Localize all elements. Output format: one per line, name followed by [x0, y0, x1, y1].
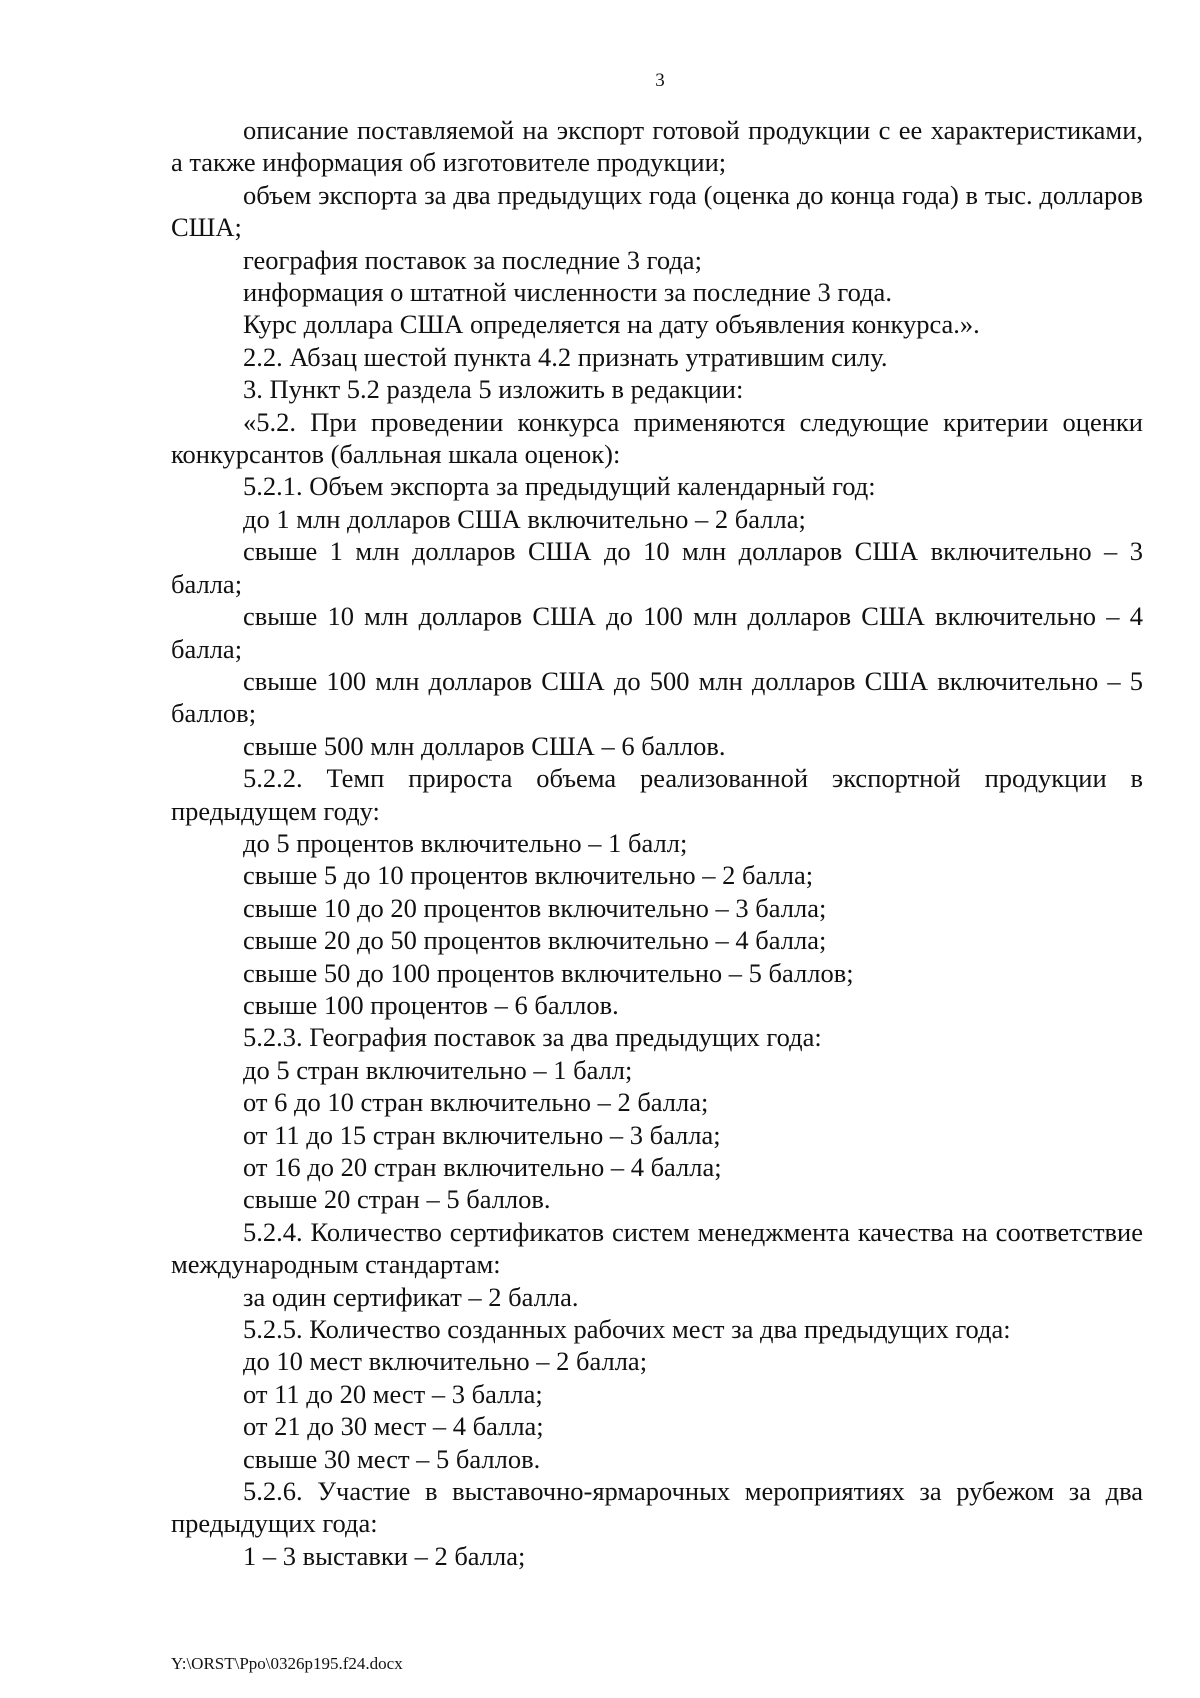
paragraph: до 1 млн долларов США включительно – 2 балла;	[243, 503, 806, 534]
paragraph: свыше 500 млн долларов США – 6 баллов.	[243, 730, 726, 761]
paragraph: свыше 30 мест – 5 баллов.	[243, 1443, 541, 1474]
paragraph: свыше 100 млн долларов США до 500 млн долларов США включительно – 5 баллов;	[171, 665, 1143, 729]
paragraph: 5.2.4. Количество сертификатов систем менеджмента качества на соответствие международным стандартам:	[171, 1216, 1143, 1280]
paragraph: свыше 10 млн долларов США до 100 млн долларов США включительно – 4 балла;	[171, 601, 1143, 664]
document-body	[171, 114, 1143, 1572]
paragraph: Курс доллара США определяется на дату объявления конкурса.».	[243, 309, 980, 340]
paragraph: 2.2. Абзац шестой пункта 4.2 признать утратившим силу.	[243, 341, 888, 372]
paragraph: за один сертификат – 2 балла.	[243, 1281, 579, 1312]
paragraph: от 21 до 30 мест – 4 балла;	[243, 1411, 544, 1442]
paragraph: свыше 100 процентов – 6 баллов.	[243, 989, 619, 1020]
paragraph: 1 – 3 выставки – 2 балла;	[243, 1540, 526, 1571]
footer-file-path: Y:\ORST\Ppo\0326p195.f24.docx	[171, 1654, 403, 1673]
paragraph: описание поставляемой на экспорт готовой продукции с ее характеристиками, а также информация об изготовителе продукции;	[171, 115, 1143, 178]
paragraph: 5.2.1. Объем экспорта за предыдущий календарный год:	[243, 471, 876, 502]
paragraph: информация о штатной численности за последние 3 года.	[243, 277, 892, 308]
paragraph: от 11 до 20 мест – 3 балла;	[243, 1378, 543, 1409]
paragraph: до 5 процентов включительно – 1 балл;	[243, 827, 688, 858]
paragraph: свыше 5 до 10 процентов включительно – 2 балла;	[243, 860, 814, 891]
paragraph: до 10 мест включительно – 2 балла;	[243, 1346, 648, 1377]
paragraph: свыше 20 до 50 процентов включительно – 4 балла;	[243, 925, 827, 956]
paragraph: 5.2.2. Темп прироста объема реализованной экспортной продукции в предыдущем году:	[171, 763, 1143, 826]
paragraph: свыше 1 млн долларов США до 10 млн долларов США включительно – 3 балла;	[171, 536, 1143, 599]
page-number: 3	[655, 70, 665, 91]
paragraph: свыше 20 стран – 5 баллов.	[243, 1184, 551, 1215]
paragraph: от 16 до 20 стран включительно – 4 балла;	[243, 1152, 722, 1182]
paragraph: до 5 стран включительно – 1 балл;	[243, 1054, 633, 1085]
paragraph: 3. Пункт 5.2 раздела 5 изложить в редакции:	[243, 374, 744, 405]
paragraph: география поставок за последние 3 года;	[243, 244, 702, 275]
paragraph: свыше 50 до 100 процентов включительно – 5 баллов;	[243, 957, 854, 988]
paragraph: 5.2.3. География поставок за два предыдущих года:	[243, 1022, 822, 1053]
paragraph: от 11 до 15 стран включительно – 3 балла;	[243, 1119, 721, 1150]
paragraph: 5.2.6. Участие в выставочно-ярмарочных мероприятиях за рубежом за два предыдущих года:	[171, 1476, 1143, 1539]
paragraph: объем экспорта за два предыдущих года (оценка до конца года) в тыс. долларов США;	[171, 179, 1143, 243]
paragraph: свыше 10 до 20 процентов включительно – 3 балла;	[243, 892, 827, 923]
paragraph: от 6 до 10 стран включительно – 2 балла;	[243, 1087, 709, 1118]
paragraph: 5.2.5. Количество созданных рабочих мест за два предыдущих года:	[243, 1314, 1011, 1345]
paragraph: «5.2. При проведении конкурса применяются следующие критерии оценки конкурсантов (балльная шкала оценок):	[171, 406, 1143, 470]
